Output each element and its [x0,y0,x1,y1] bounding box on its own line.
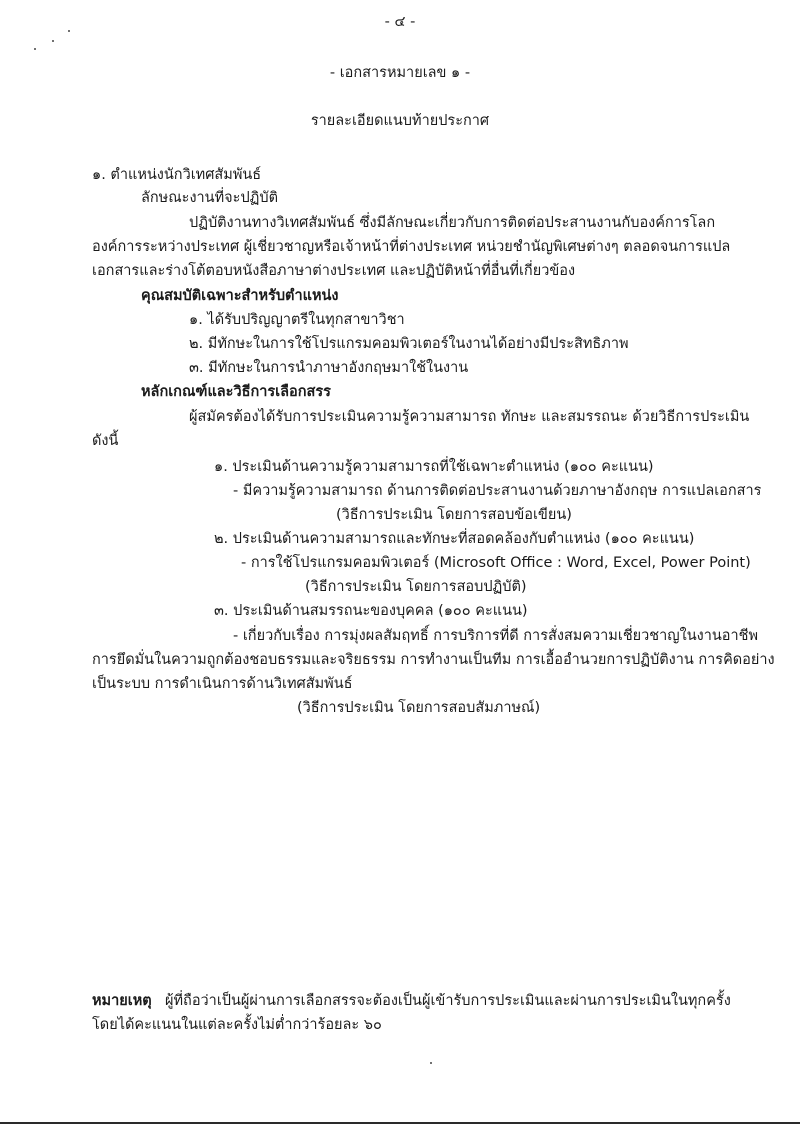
criterion-title: ๑. ประเมินด้านความรู้ความสามารถที่ใช้เฉพาะตำแหน่ง (๑๐๐ คะแนน) [214,459,654,475]
criterion-detail: การยึดมั่นในความถูกต้องชอบธรรมและจริยธรรม การทำงานเป็นทีม การเอื้ออำนวยการปฏิบัติงาน การคิดอย่าง [92,652,775,668]
criterion-method: (วิธีการประเมิน โดยการสอบสัมภาษณ์) [297,700,541,716]
criterion-method: (วิธีการประเมิน โดยการสอบปฏิบัติ) [305,579,527,595]
work-nature-line: องค์การระหว่างประเทศ ผู้เชี่ยวชาญหรือเจ้าหน้าที่ต่างประเทศ หน่วยชำนัญพิเศษต่างๆ ตลอดจนการแปล [92,239,731,255]
selection-heading: หลักเกณฑ์และวิธีการเลือกสรร [141,384,331,400]
criterion-detail: - มีความรู้ความสามารถ ด้านการติดต่อประสานงานด้วยภาษาอังกฤษ การแปลเอกสาร [233,483,762,499]
work-nature-heading: ลักษณะงานที่จะปฏิบัติ [141,190,278,206]
selection-intro-line: ดังนี้ [92,433,119,449]
criterion-detail: - เกี่ยวกับเรื่อง การมุ่งผลสัมฤทธิ์ การบริการที่ดี การสั่งสมความเชี่ยวชาญในงานอาชีพ [233,628,759,644]
scan-speck [68,30,70,32]
qualification-item: ๑. ได้รับปริญญาตรีในทุกสาขาวิชา [189,312,405,328]
scan-speck [34,48,36,50]
qualification-item: ๓. มีทักษะในการนำภาษาอังกฤษมาใช้ในงาน [189,360,469,376]
note-label: หมายเหตุ [92,993,152,1009]
scan-edge-line [0,1122,800,1124]
criterion-method: (วิธีการประเมิน โดยการสอบข้อเขียน) [336,507,572,523]
qualification-item: ๒. มีทักษะในการใช้โปรแกรมคอมพิวเตอร์ในงานได้อย่างมีประสิทธิภาพ [189,336,629,352]
criterion-detail: เป็นระบบ การดำเนินการด้านวิเทศสัมพันธ์ [92,676,353,692]
document-number: - เอกสารหมายเลข ๑ - [329,65,471,81]
qualifications-heading: คุณสมบัติเฉพาะสำหรับตำแหน่ง [141,288,339,304]
scan-speck [430,1062,432,1064]
work-nature-line: เอกสารและร่างโต้ตอบหนังสือภาษาต่างประเทศ และปฏิบัติหน้าที่อื่นที่เกี่ยวข้อง [92,263,576,279]
criterion-title: ๒. ประเมินด้านความสามารถและทักษะที่สอดคล้องกับตำแหน่ง (๑๐๐ คะแนน) [214,531,695,547]
note-line: โดยได้คะแนนในแต่ละครั้งไม่ต่ำกว่าร้อยละ ๖๐ [92,1017,382,1033]
page-number: - ๔ - [384,14,416,30]
scan-speck [52,40,54,42]
criterion-title: ๓. ประเมินด้านสมรรถนะของบุคคล (๑๐๐ คะแนน) [214,603,528,619]
work-nature-line: ปฏิบัติงานทางวิเทศสัมพันธ์ ซึ่งมีลักษณะเกี่ยวกับการติดต่อประสานงานกับองค์การโลก [189,215,716,231]
document-title: รายละเอียดแนบท้ายประกาศ [310,113,490,129]
position-heading: ๑. ตำแหน่งนักวิเทศสัมพันธ์ [92,167,262,183]
note-line: ผู้ที่ถือว่าเป็นผู้ผ่านการเลือกสรรจะต้องเป็นผู้เข้ารับการประเมินและผ่านการประเมินในทุกครั้ง [165,993,731,1009]
criterion-detail: - การใช้โปรแกรมคอมพิวเตอร์ (Microsoft Office : Word, Excel, Power Point) [241,555,751,571]
selection-intro-line: ผู้สมัครต้องได้รับการประเมินความรู้ความสามารถ ทักษะ และสมรรถนะ ด้วยวิธีการประเมิน [189,409,750,425]
